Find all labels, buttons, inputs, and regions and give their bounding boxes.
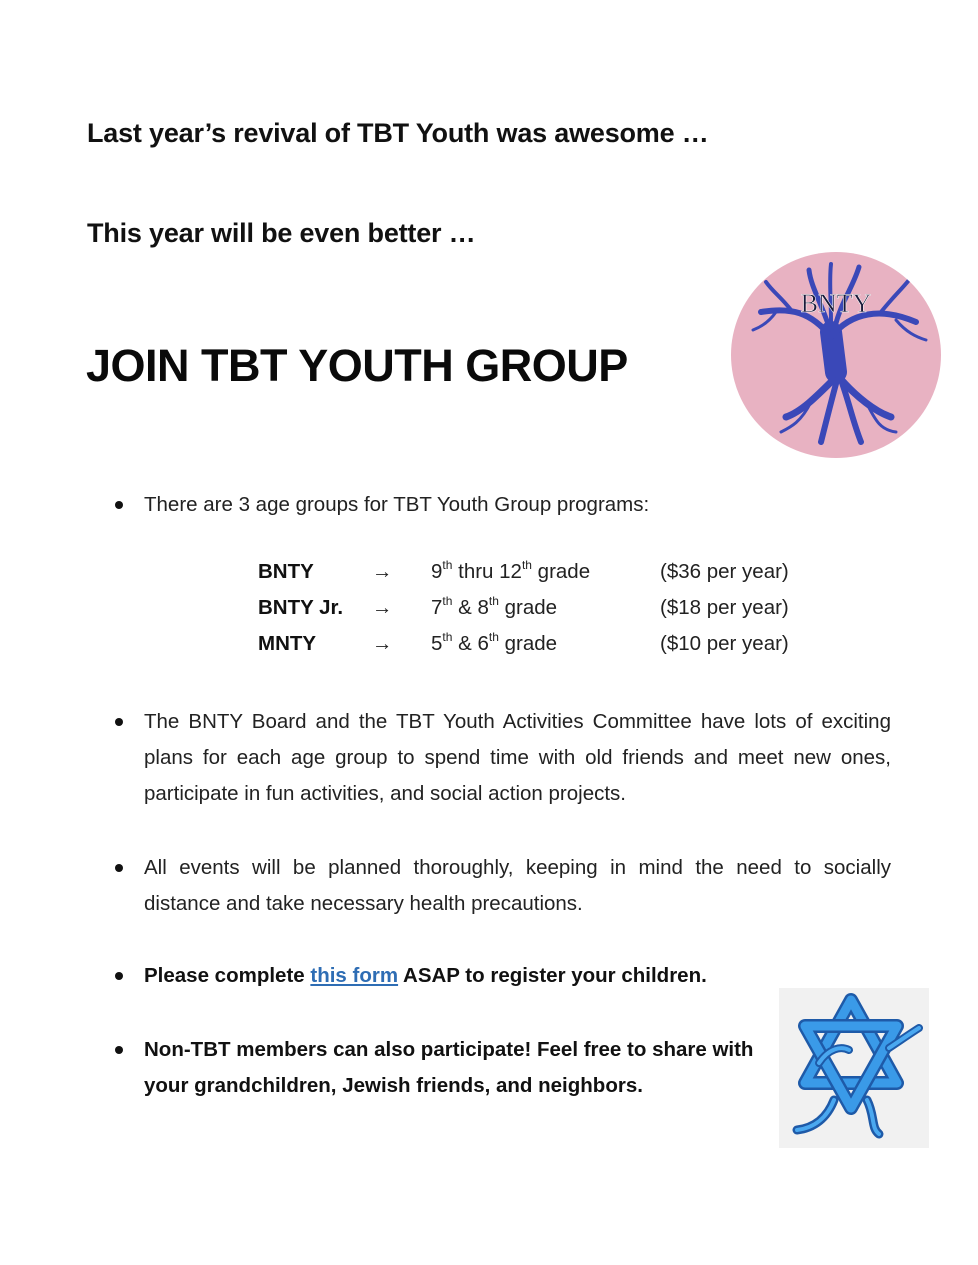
svg-text:BNTY: BNTY: [800, 289, 872, 318]
registration-form-link[interactable]: this form: [310, 964, 399, 987]
age-groups-table: [258, 560, 818, 668]
group-name: BNTY Jr.: [258, 596, 344, 619]
group-name: BNTY: [258, 560, 314, 583]
bullet-icon: [115, 718, 123, 726]
page-title: JOIN TBT YOUTH GROUP: [86, 340, 628, 391]
bullet-text: The BNTY Board and the TBT Youth Activities Committee have lots of exciting plans for each age group to spend time with old friends and meet new ones, participate in fun activities, and social action projects.: [144, 710, 891, 805]
intro-line-2: This year will be even better …: [87, 218, 476, 248]
bullet-safety: [115, 850, 895, 925]
age-group-row: [258, 632, 818, 668]
bullet-text: Please complete this form ASAP to register your children.: [144, 964, 707, 987]
arrow-right-icon: →: [372, 632, 393, 655]
bullet-text: Non-TBT members can also participate! Feel free to share with your grandchildren, Jewish friends, and neighbors.: [144, 1038, 754, 1097]
group-price: ($36 per year): [660, 560, 789, 583]
grade-range: 7th & 8th grade: [431, 594, 558, 619]
intro-line-1: Last year’s revival of TBT Youth was awesome …: [87, 118, 709, 148]
bullet-icon: [115, 972, 123, 980]
arrow-right-icon: →: [372, 596, 393, 619]
age-group-row: [258, 596, 818, 632]
bullet-icon: [115, 501, 123, 509]
dancing-star-of-david-icon: [779, 988, 929, 1148]
group-price: ($18 per year): [660, 596, 789, 619]
age-group-row: [258, 560, 818, 596]
group-name: MNTY: [258, 632, 317, 655]
bullet-non-members: [115, 1032, 775, 1107]
bullet-icon: [115, 864, 123, 872]
group-price: ($10 per year): [660, 632, 789, 655]
bullet-text: There are 3 age groups for TBT Youth Group programs:: [144, 493, 650, 516]
grade-range: 5th & 6th grade: [431, 630, 558, 655]
bnty-tree-logo-icon: [731, 252, 941, 458]
bullet-text: All events will be planned thoroughly, keeping in mind the need to socially distance and take necessary health precautions.: [144, 856, 891, 915]
arrow-right-icon: →: [372, 560, 393, 583]
bullet-icon: [115, 1046, 123, 1054]
bullet-age-groups: [115, 487, 815, 523]
grade-range: 9th thru 12th grade: [431, 558, 591, 583]
bullet-plans: [115, 704, 895, 814]
bullet-register: [115, 958, 775, 994]
